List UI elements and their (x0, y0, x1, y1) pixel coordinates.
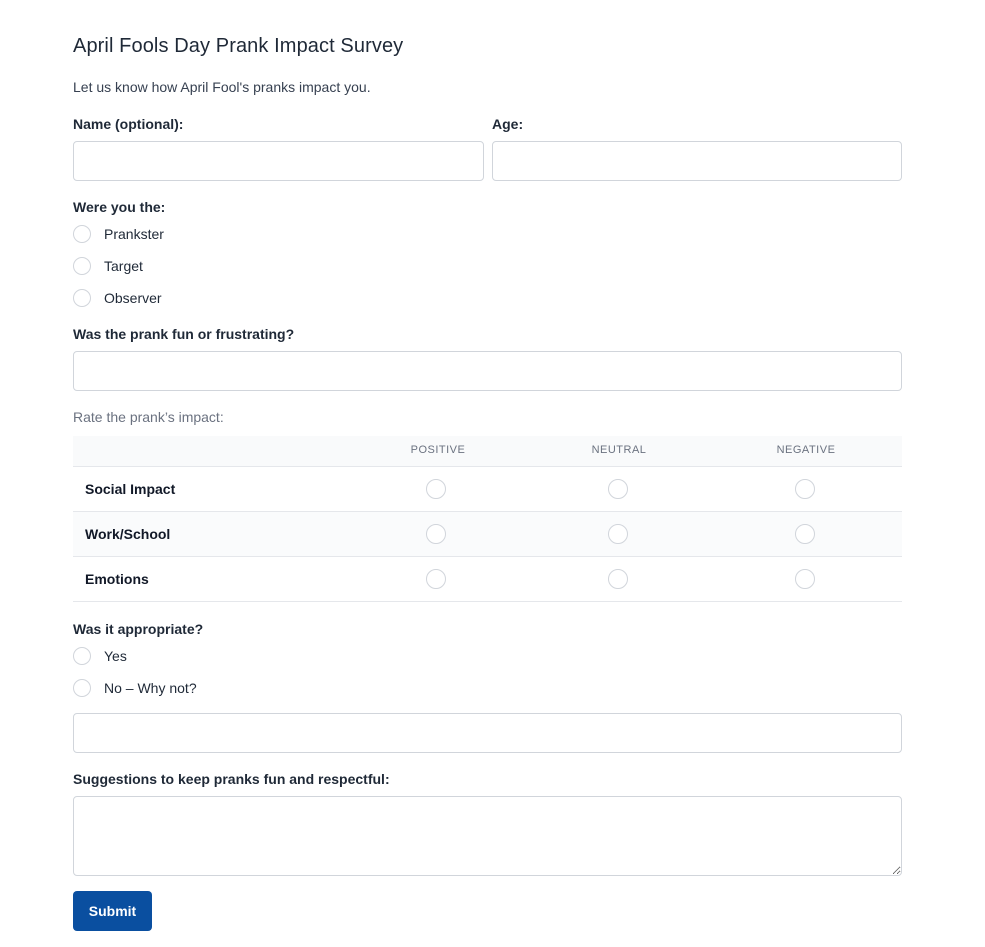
social-positive-radio[interactable] (426, 479, 446, 499)
impact-matrix-header (73, 436, 902, 467)
social-negative-radio[interactable] (795, 479, 815, 499)
emotions-negative-radio[interactable] (795, 569, 815, 589)
why-not-input[interactable] (73, 713, 902, 753)
role-prankster-radio[interactable] (73, 225, 91, 243)
appropriate-no-label: No – Why not? (104, 680, 197, 696)
survey-intro: Let us know how April Fool's pranks impact you. (73, 79, 371, 95)
appropriate-option-no[interactable] (73, 677, 197, 699)
appropriate-no-radio[interactable] (73, 679, 91, 697)
age-label: Age: (492, 116, 524, 132)
name-label: Name (optional): (73, 116, 184, 132)
impact-row-work (73, 512, 902, 557)
appropriate-label: Was it appropriate? (73, 621, 204, 637)
fun-frustrating-input[interactable] (73, 351, 902, 391)
suggestions-textarea[interactable] (73, 796, 902, 876)
age-input[interactable] (492, 141, 902, 181)
social-neutral-radio[interactable] (608, 479, 628, 499)
impact-row-social (73, 467, 902, 512)
impact-row-emotions (73, 557, 902, 602)
page-title: April Fools Day Prank Impact Survey (73, 35, 404, 57)
role-label: Were you the: (73, 199, 166, 215)
role-option-prankster[interactable] (73, 223, 164, 245)
role-option-observer[interactable] (73, 287, 162, 309)
work-negative-radio[interactable] (795, 524, 815, 544)
name-input[interactable] (73, 141, 484, 181)
row-label-emotions: Emotions (85, 571, 149, 587)
role-option-target[interactable] (73, 255, 143, 277)
suggestions-label: Suggestions to keep pranks fun and respectful: (73, 771, 390, 787)
emotions-positive-radio[interactable] (426, 569, 446, 589)
row-label-work: Work/School (85, 526, 171, 542)
role-target-label: Target (104, 258, 143, 274)
role-target-radio[interactable] (73, 257, 91, 275)
appropriate-yes-radio[interactable] (73, 647, 91, 665)
emotions-neutral-radio[interactable] (608, 569, 628, 589)
work-positive-radio[interactable] (426, 524, 446, 544)
column-neutral: NEUTRAL (591, 444, 647, 456)
appropriate-yes-label: Yes (104, 648, 127, 664)
column-negative: NEGATIVE (776, 444, 836, 456)
fun-frustrating-label: Was the prank fun or frustrating? (73, 326, 295, 342)
impact-label: Rate the prank’s impact: (73, 409, 224, 425)
role-observer-label: Observer (104, 290, 162, 306)
column-positive: POSITIVE (410, 444, 466, 456)
appropriate-option-yes[interactable] (73, 645, 127, 667)
role-prankster-label: Prankster (104, 226, 164, 242)
row-label-social: Social Impact (85, 481, 176, 497)
role-observer-radio[interactable] (73, 289, 91, 307)
submit-button[interactable]: Submit (73, 891, 152, 931)
work-neutral-radio[interactable] (608, 524, 628, 544)
